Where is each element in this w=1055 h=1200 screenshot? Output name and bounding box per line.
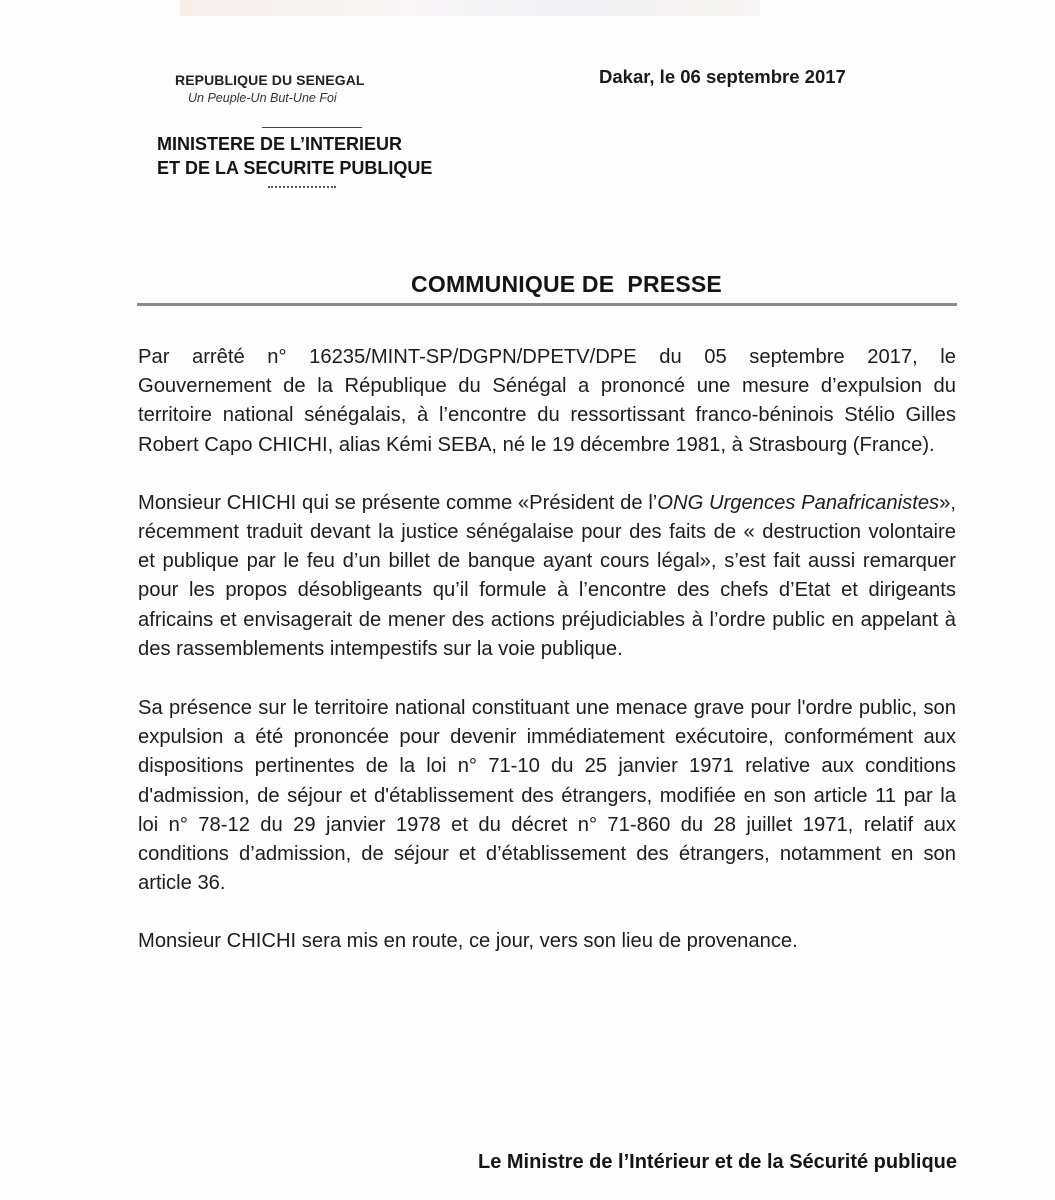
paragraph-2 [138, 489, 956, 664]
ministry-divider [268, 186, 336, 188]
paragraph-4: Monsieur CHICHI sera mis en route, ce jour, vers son lieu de provenance. [138, 930, 798, 953]
document-date: Dakar, le 06 septembre 2017 [599, 66, 846, 87]
document-body [138, 343, 956, 986]
ministry-line-2: ET DE LA SECURITE PUBLIQUE [157, 158, 433, 178]
top-image-strip [180, 0, 760, 16]
letterhead-divider [262, 127, 362, 128]
ngo-name: ONG Urgences Panafricanistes [657, 491, 940, 514]
title-text: COMMUNIQUE DE PRESSE [411, 271, 722, 297]
letterhead [150, 72, 510, 188]
paragraph-3: Sa présence sur le territoire national constituant une menace grave pour l'ordre public, son expulsion a été prononcée pour devenir immédiatement exécutoire, conformément aux dispositions pertinentes de la loi n° 71-10 du 25 janvier 1971 relative aux conditions d'admission, de séjour et d'établissement des étrangers, modifiée en son article 11 par la loi n° 78-12 du 29 janvier 1978 et du décret n° 71-860 du 28 juillet 1971, relatif aux conditions d’admission, de séjour et d’établissement des étrangers, notamment en son article 36. [138, 697, 956, 895]
ministry-name [157, 132, 510, 180]
paragraph-1: Par arrêté n° 16235/MINT-SP/DGPN/DPETV/DPE du 05 septembre 2017, le Gouvernement de la République du Sénégal a prononcé une mesure d’expulsion du territoire national sénégalais, à l’encontre du ressortissant franco-béninois Stélio Gilles Robert Capo CHICHI, alias Kémi SEBA, né le 19 décembre 1981, à Strasbourg (France). [138, 346, 956, 456]
paragraph-2-start: Monsieur CHICHI qui se présente comme «Président de l’ [138, 491, 658, 514]
ministry-line-1: MINISTERE DE L’INTERIEUR [157, 134, 403, 154]
national-motto: Un Peuple-Un But-Une Foi [188, 91, 337, 105]
republic-name: REPUBLIQUE DU SENEGAL [175, 72, 365, 88]
paragraph-2-end: », récemment traduit devant la justice sénégalaise pour des faits de « destruction volontaire et publique par le feu d’un billet de banque ayant cours légal», s’est fait aussi remarquer pour les propos désobligeants qu’il formule à l’encontre des chefs d’Etat et dirigeants africains et envisagerait de mener des actions préjudiciables à l’ordre public en appelant à des rassemblements intempestifs sur la voie publique. [138, 491, 956, 660]
document-title [0, 271, 1055, 298]
title-underline [137, 303, 957, 306]
signature: Le Ministre de l’Intérieur et de la Sécurité publique [478, 1151, 957, 1173]
